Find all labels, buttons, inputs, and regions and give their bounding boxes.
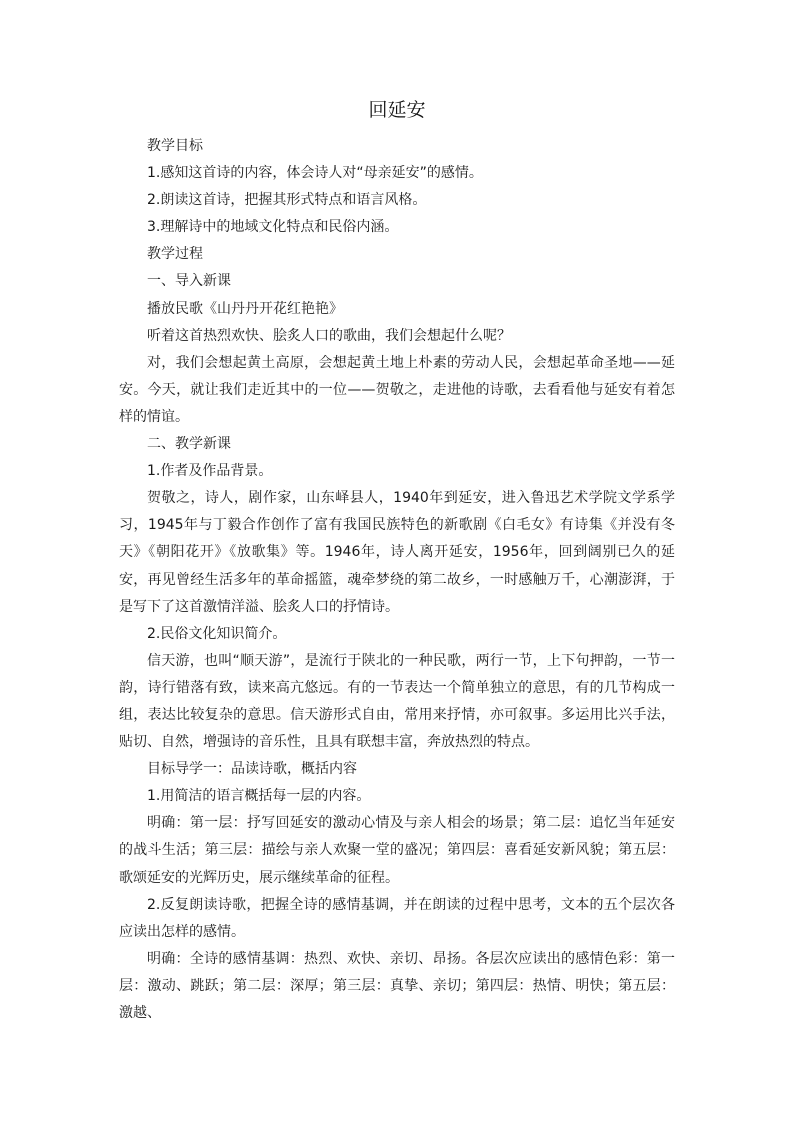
paragraph-play-song: 播放民歌《山丹丹开花红艳艳》: [147, 300, 343, 317]
heading-teaching-process: 教学过程: [147, 246, 203, 263]
heading-teaching-goals: 教学目标: [147, 138, 203, 154]
paragraph-xintianyou: 信天游，也叫“顺天游”，是流行于陕北的一种民歌，两行一节，上下句押韵，一节一韵，诗行错落有致，读来高亢悠远。有的一节表达一个简单独立的意思，有的几节构成一组，表达比较复杂的意思。信天游形式自由，常用来抒情，亦可叙事。多运用比兴手法，贴切、自然，增强诗的音乐性，且具有联想丰富，奔放热烈的特点。: [119, 652, 675, 751]
section-heading-intro: 一、导入新课: [147, 273, 231, 290]
subheading-author-background: 1.作者及作品背景。: [147, 463, 273, 480]
goal-item-2: 2.朗读这首诗，把握其形式特点和语言风格。: [147, 192, 427, 209]
answer-summarize-layers: 明确：第一层：抒写回延安的激动心情及与亲人相会的场景；第二层：追忆当年延安的战斗生活；第三层：描绘与亲人欢聚一堂的盛况；第四层：喜看延安新风貌；第五层：歌颂延安的光辉历史，展示继续革命的征程。: [119, 815, 675, 886]
paragraph-intro-answer: 对，我们会想起黄土高原，会想起黄土地上朴素的劳动人民，会想起革命圣地——延安。今天，就让我们走近其中的一位——贺敬之，走进他的诗歌，去看看他与延安有着怎样的情谊。: [119, 354, 675, 425]
document-title: 回延安: [368, 99, 426, 121]
paragraph-question: 听着这首热烈欢快、脍炙人口的歌曲，我们会想起什么呢？: [147, 327, 511, 344]
task-read-emotion: 2.反复朗读诗歌，把握全诗的感情基调，并在朗读的过程中思考，文本的五个层次各应读出怎样的感情。: [119, 896, 675, 940]
goal-item-3: 3.理解诗中的地域文化特点和民俗内涵。: [147, 219, 399, 236]
document-body: [119, 133, 675, 1027]
answer-read-emotion: 明确：全诗的感情基调：热烈、欢快、亲切、昂扬。各层次应读出的感情色彩：第一层：激动、跳跃；第二层：深厚；第三层：真挚、亲切；第四层：热情、明快；第五层：激越、: [119, 950, 675, 1021]
paragraph-author-bio: 贺敬之，诗人，剧作家，山东峄县人，1940年到延安，进入鲁迅艺术学院文学系学习，1945年与丁毅合作创作了富有我国民族特色的新歌剧《白毛女》有诗集《并没有冬天》《朝阳花开》《放歌集》等。1946年，诗人离开延安，1956年，回到阔别已久的延安，再见曾经生活多年的革命摇篮，魂牵梦绕的第二故乡，一时感触万千，心潮澎湃，于是写下了这首激情洋溢、脍炙人口的抒情诗。: [119, 490, 675, 615]
task-summarize-layers: 1.用简洁的语言概括每一层的内容。: [147, 788, 371, 805]
subheading-goal-guide-1: 目标导学一：品读诗歌，概括内容: [147, 761, 357, 778]
section-heading-new-lesson: 二、教学新课: [147, 436, 231, 453]
subheading-folk-culture: 2.民俗文化知识简介。: [147, 625, 287, 642]
goal-item-1: 1.感知这首诗的内容，体会诗人对“母亲延安”的感情。: [147, 165, 483, 182]
